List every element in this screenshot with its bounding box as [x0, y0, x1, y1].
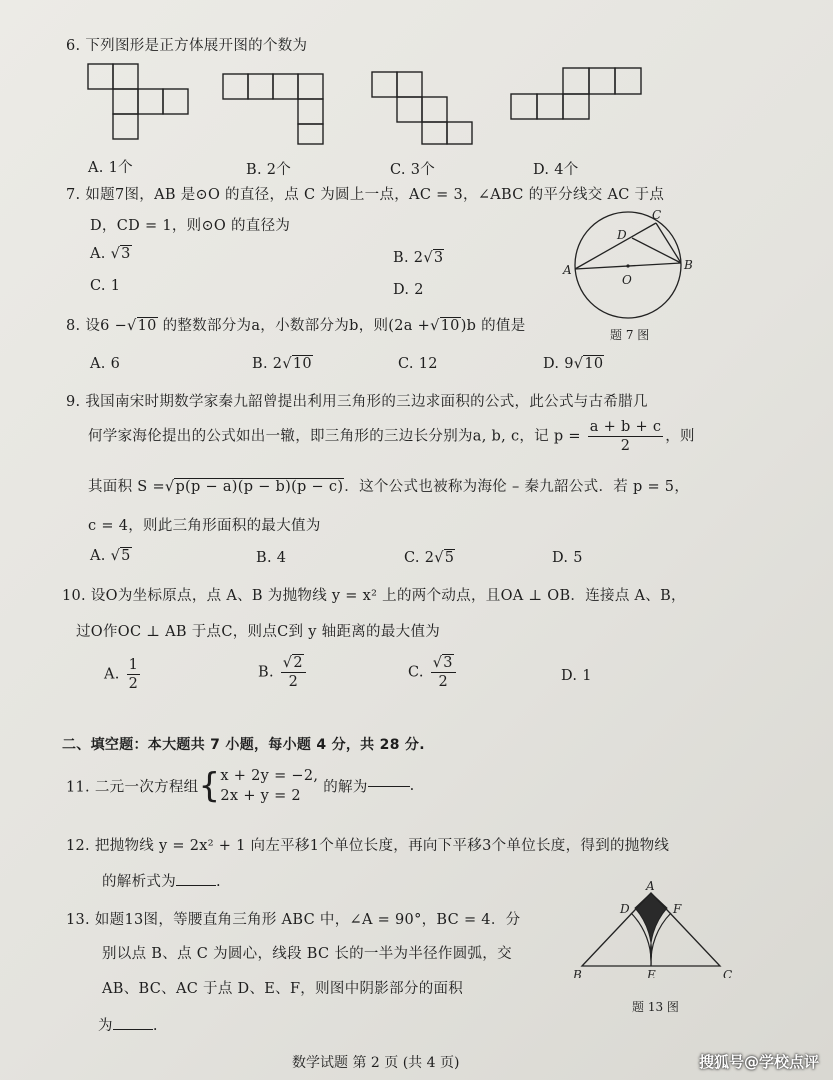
q6-option-a: A. 1个 [88, 160, 133, 176]
q9-option-b: B. 4 [256, 550, 287, 566]
q12-answer-blank[interactable] [176, 885, 216, 886]
q13-label-a: A [646, 879, 655, 893]
q10-line2: 过O作OC ⊥ AB 于点C，则点C到 y 轴距离的最大值为 [76, 624, 441, 640]
q12-line2: 的解析式为 . [102, 874, 221, 890]
q9-line4: c = 4，则此三角形面积的最大值为 [88, 518, 321, 534]
q13-figure [572, 878, 742, 978]
q7-fig-caption: 题 7 图 [610, 328, 650, 342]
q7-option-d: D. 2 [393, 282, 424, 298]
q6-stem: 6. 下列图形是正方体展开图的个数为 [66, 38, 308, 54]
q7-label-b: B [684, 258, 693, 272]
q10-option-b: B. $\frac{√2}{2}$ [258, 654, 308, 691]
q7-option-c: C. 1 [90, 278, 121, 294]
q6-option-b: B. 2个 [246, 162, 292, 178]
cube-net-3 [372, 72, 472, 144]
q8-option-c: C. 12 [398, 356, 438, 372]
q13-line1: 13. 如题13图，等腰直角三角形 ABC 中，∠A = 90°，BC = 4．分 [66, 912, 521, 928]
q13-line2: 别以点 B、点 C 为圆心，线段 BC 长的一半为半径作圆弧，交 [102, 946, 512, 962]
q7-label-o: O [622, 273, 632, 287]
q11-stem: 11. 二元一次方程组{ x + 2y = −2, 2x + y = 2 的解为 . [66, 766, 415, 806]
q6-nets-figure [84, 58, 674, 148]
q9-option-d: D. 5 [552, 550, 583, 566]
page-footer: 数学试题 第 2 页 (共 4 页) [292, 1055, 460, 1071]
q9-option-c: C. 2√5 [404, 550, 455, 566]
q7-line2: D，CD = 1，则⊙O 的直径为 [90, 218, 291, 234]
q7-figure [560, 205, 710, 340]
cube-net-2 [223, 74, 323, 144]
q6-option-d: D. 4个 [533, 162, 579, 178]
q10-option-c: C. $\frac{√3}{2}$ [408, 654, 458, 691]
q7-label-c: C [652, 208, 662, 222]
watermark: 搜狐号@学校点评 [698, 1053, 819, 1071]
q7-option-a: A. √3 [90, 246, 131, 262]
q9-line2: 何学家海伦提出的公式如出一辙，即三角形的三边长分别为a, b, c，记 p = $\frac{a + b + c}{2}$ ，则 [88, 419, 695, 454]
cube-net-4 [511, 68, 641, 119]
q13-fig-caption: 题 13 图 [632, 1000, 679, 1014]
q6-option-c: C. 3个 [390, 162, 436, 178]
q7-label-d: D [617, 228, 627, 242]
section2-heading: 二、填空题：本大题共 7 小题，每小题 4 分，共 28 分. [62, 737, 425, 753]
q13-label-d: D [620, 902, 630, 916]
q13-label-f: F [673, 902, 682, 916]
q9-line1: 9. 我国南宋时期数学家秦九韶曾提出利用三角形的三边求面积的公式，此公式与古希腊几 [66, 394, 648, 410]
q8-option-b: B. 2√10 [252, 356, 312, 372]
q13-label-b: B [573, 968, 582, 978]
cube-net-1 [88, 64, 188, 139]
q13-label-e: E [647, 968, 656, 978]
q7-option-b: B. 2√3 [393, 250, 444, 266]
q13-answer-blank[interactable] [113, 1029, 153, 1030]
q8-option-d: D. 9√10 [543, 356, 604, 372]
q9-line3: 其面积 S =√p(p − a)(p − b)(p − c)．这个公式也被称为海伦 – 秦九韶公式．若 p = 5， [88, 479, 690, 495]
q7-label-a: A [563, 263, 572, 277]
q10-option-a: A. $\frac{1}{2}$ [104, 657, 139, 692]
q10-line1: 10. 设O为坐标原点，点 A、B 为抛物线 y = x² 上的两个动点，且OA ⊥ OB．连接点 A、B， [62, 588, 686, 604]
q13-line4: 为 . [98, 1018, 158, 1034]
q9-option-a: A. √5 [90, 548, 131, 564]
q8-stem: 8. 设6 −√10 的整数部分为a，小数部分为b，则(2a +√10)b 的值是 [66, 318, 526, 334]
q11-answer-blank[interactable] [368, 786, 410, 787]
q13-line3: AB、BC、AC 于点 D、E、F，则图中阴影部分的面积 [102, 981, 464, 997]
q12-line1: 12. 把抛物线 y = 2x² + 1 向左平移1个单位长度，再向下平移3个单位长度，得到的抛物线 [66, 838, 670, 854]
q10-option-d: D. 1 [561, 668, 592, 684]
q7-line1: 7. 如题7图，AB 是⊙O 的直径，点 C 为圆上一点，AC = 3，∠ABC 的平分线交 AC 于点 [66, 187, 665, 203]
q8-option-a: A. 6 [90, 356, 121, 372]
q13-label-c: C [723, 968, 733, 978]
